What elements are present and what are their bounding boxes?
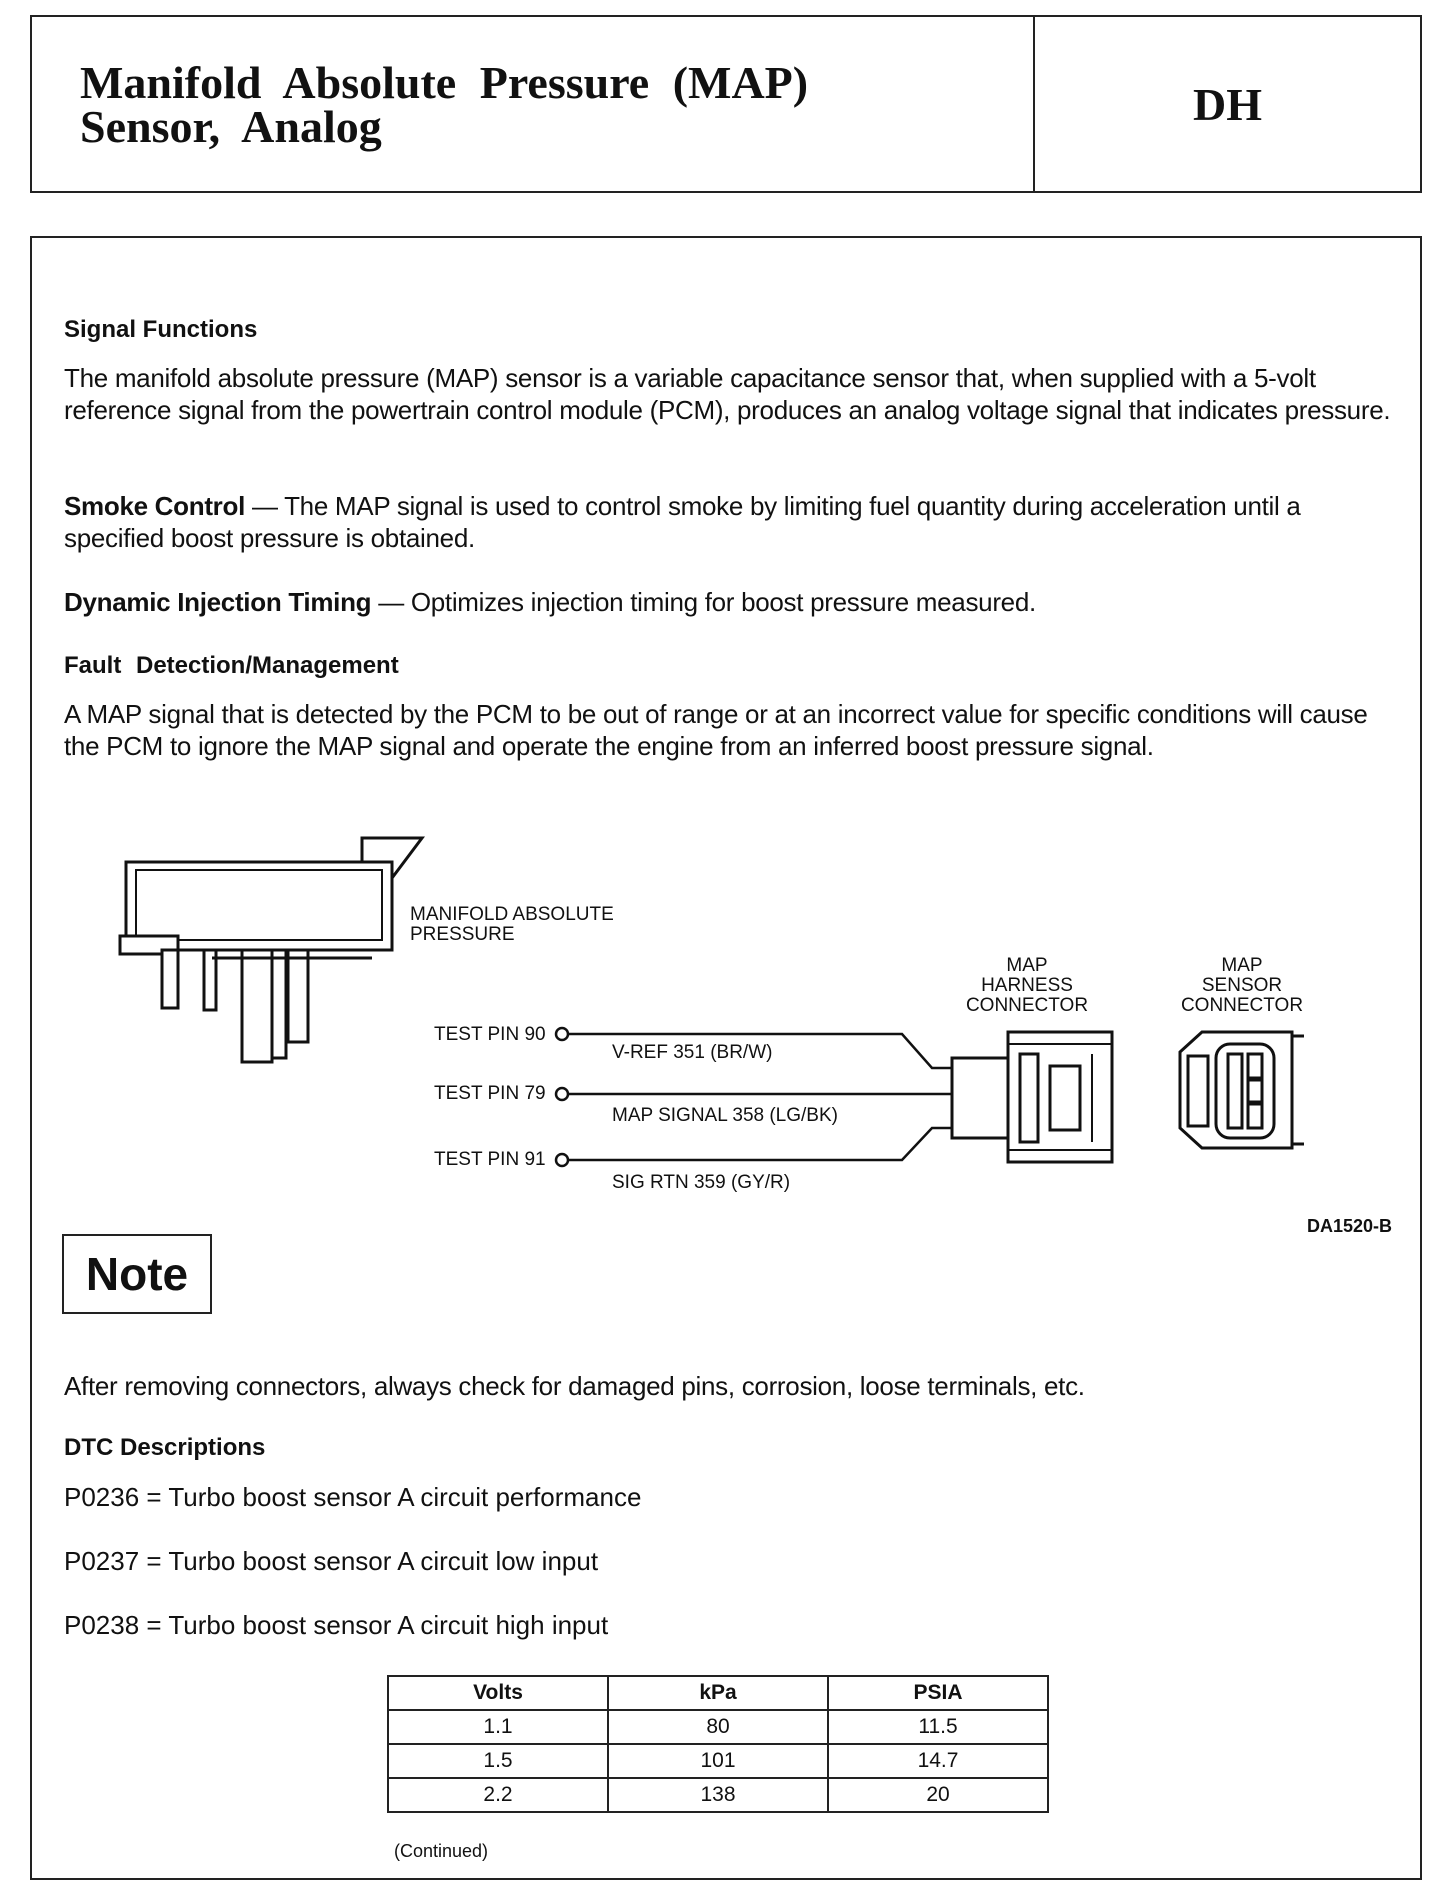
dtc-description: Turbo boost sensor A circuit low input <box>168 1546 599 1576</box>
table-cell: 138 <box>608 1778 828 1812</box>
dtc-description: Turbo boost sensor A circuit performance <box>168 1482 642 1512</box>
map-wiring-diagram <box>92 818 1392 1258</box>
section-code: DH <box>1193 78 1262 130</box>
harness-label-3: CONNECTOR <box>965 995 1089 1016</box>
table-cell: 101 <box>608 1744 828 1778</box>
dtc-code: P0236 <box>64 1482 140 1512</box>
sensor-connector-label-1: MAP <box>1221 955 1263 976</box>
harness-label-2: HARNESS <box>981 975 1073 996</box>
table-row <box>388 1778 1048 1812</box>
test-pin-90-label: TEST PIN 90 <box>434 1024 546 1045</box>
table-row <box>388 1744 1048 1778</box>
table-cell: 80 <box>608 1710 828 1744</box>
fault-body: A MAP signal that is detected by the PCM to be out of range or at an incorrect value for specific conditions will cause the PCM to ignore the MAP signal and operate the engine from an inferred boost pressure signal. <box>64 699 1368 761</box>
dtc-separator: = <box>139 1482 169 1512</box>
harness-label-1: MAP <box>1006 955 1048 976</box>
table-cell: 1.5 <box>388 1744 608 1778</box>
signal-functions-heading: Signal Functions <box>64 316 258 343</box>
sensor-label-2: PRESSURE <box>410 924 515 945</box>
note-box: Note <box>62 1234 212 1314</box>
diagram-svg <box>92 818 1392 1258</box>
dtc-code: P0237 <box>64 1546 140 1576</box>
table-cell: 14.7 <box>828 1744 1048 1778</box>
smoke-control-paragraph <box>64 490 1394 554</box>
continued-label: (Continued) <box>394 1841 489 1861</box>
header-box <box>30 15 1422 193</box>
dtc-code: P0238 <box>64 1610 140 1640</box>
sensor-connector-label-3: CONNECTOR <box>1180 995 1304 1016</box>
smoke-control-label: Smoke Control <box>64 491 246 521</box>
col-header-volts: Volts <box>388 1676 608 1710</box>
signal-functions-body: The manifold absolute pressure (MAP) sensor is a variable capacitance sensor that, when supplied with a 5-volt reference signal from the powertrain control module (PCM), produces an analog voltage signal that indicates pressure. <box>64 363 1391 425</box>
dtc-separator: = <box>139 1610 169 1640</box>
table-header-row <box>388 1676 1048 1710</box>
main-content-box <box>30 236 1422 1880</box>
wire-label-sig-rtn: SIG RTN 359 (GY/R) <box>612 1172 791 1193</box>
test-pin-79-label: TEST PIN 79 <box>434 1083 546 1104</box>
dtc-heading: DTC Descriptions <box>64 1434 266 1461</box>
col-header-kpa: kPa <box>608 1676 828 1710</box>
sensor-label-1: MANIFOLD ABSOLUTE <box>410 904 614 925</box>
test-pin-91-label: TEST PIN 91 <box>434 1149 546 1170</box>
harness-connector-drawing <box>952 1032 1112 1162</box>
table-cell: 1.1 <box>388 1710 608 1744</box>
wire-label-map-signal: MAP SIGNAL 358 (LG/BK) <box>612 1105 838 1126</box>
table-row <box>388 1710 1048 1744</box>
smoke-control-text: — The MAP signal is used to control smoke by limiting fuel quantity during acceleration until a specified boost pressure is obtained. <box>64 491 1301 553</box>
note-body: After removing connectors, always check for damaged pins, corrosion, loose terminals, etc. <box>64 1371 1085 1401</box>
dynamic-timing-label: Dynamic Injection Timing <box>64 587 372 617</box>
sensor-connector-drawing <box>1180 1032 1304 1148</box>
figure-id: DA1520-B <box>1306 1216 1392 1236</box>
page-title <box>80 57 980 152</box>
map-sensor-drawing <box>120 838 422 1062</box>
dtc-line <box>64 1610 608 1641</box>
voltage-pressure-table <box>387 1675 1049 1813</box>
fault-heading: Fault Detection/Management <box>64 652 399 679</box>
title-line-1: Manifold Absolute Pressure (MAP) <box>80 57 809 108</box>
dtc-line <box>64 1482 641 1513</box>
table-cell: 20 <box>828 1778 1048 1812</box>
dynamic-timing-text: — Optimizes injection timing for boost pressure measured. <box>371 587 1036 617</box>
sensor-connector-label-2: SENSOR <box>1201 975 1283 996</box>
title-line-2: Sensor, Analog <box>80 101 382 152</box>
dtc-line <box>64 1546 598 1577</box>
wire-label-vref: V-REF 351 (BR/W) <box>612 1042 773 1063</box>
table-cell: 11.5 <box>828 1710 1048 1744</box>
col-header-psia: PSIA <box>828 1676 1048 1710</box>
dynamic-timing-paragraph <box>64 586 1394 618</box>
table-cell: 2.2 <box>388 1778 608 1812</box>
dtc-description: Turbo boost sensor A circuit high input <box>168 1610 609 1640</box>
dtc-separator: = <box>139 1546 169 1576</box>
